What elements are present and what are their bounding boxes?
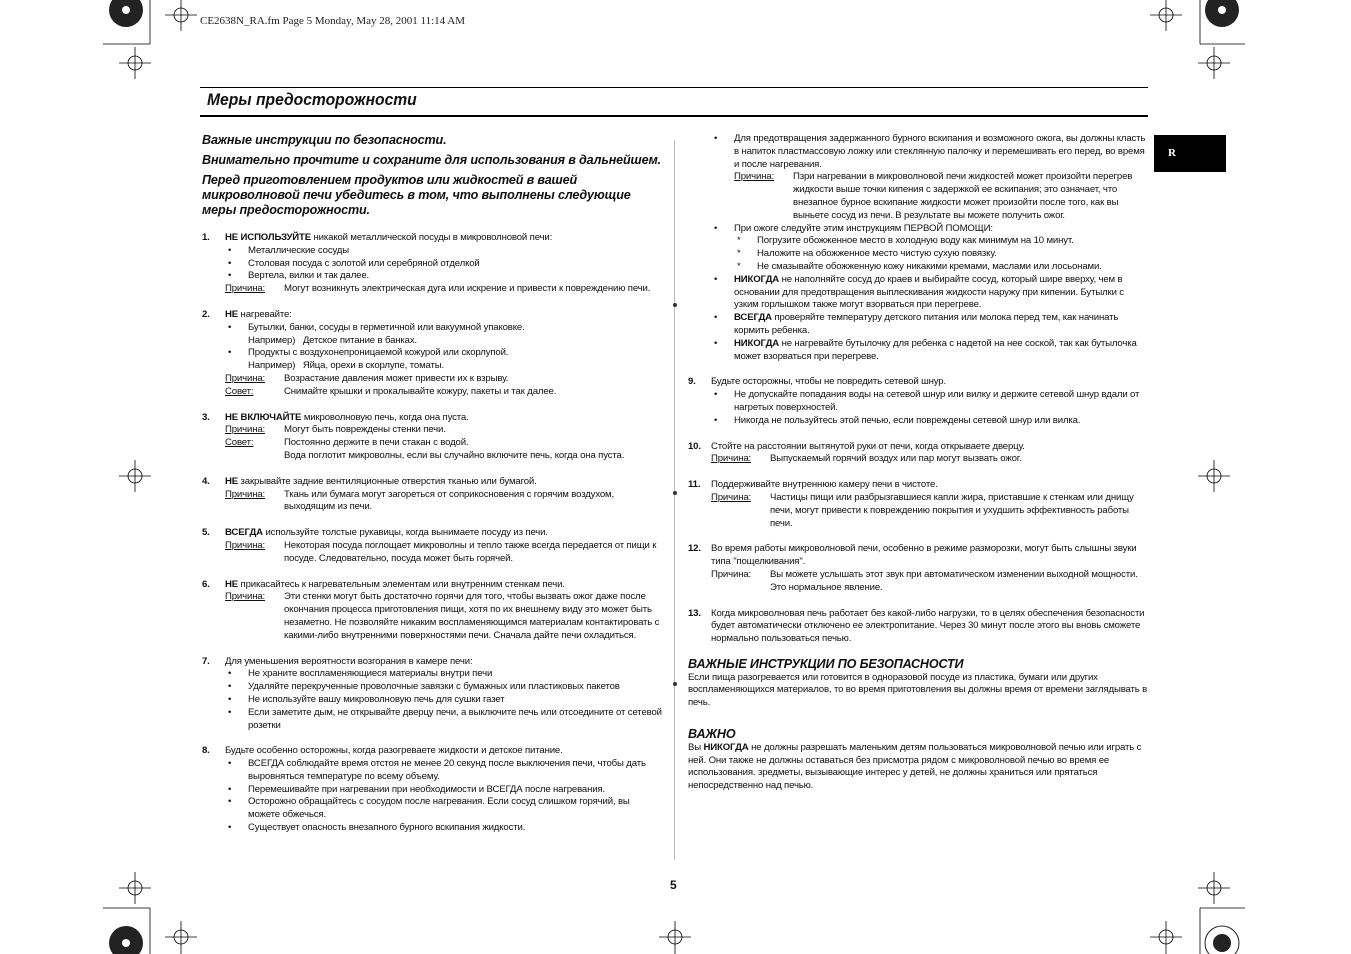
- item-text: Когда микроволновая печь работает без какой-либо нагрузки, то в целях обеспечения безопасности будет автоматически отключено ее электропитание. Через 30 минут после этого вы вновь сможете нормально пользоваться печью.: [711, 607, 1145, 645]
- item-text: Для уменьшения вероятности возгорания в камере печи:: [225, 655, 473, 667]
- bullet-emphasis: НИКОГДА: [734, 337, 780, 349]
- bullet-emphasis: НИКОГДА: [734, 273, 780, 285]
- bullet: • ВСЕГДА соблюдайте время отстоя не менее 20 секунд после выключения печи, чтобы дать выровняться температуре по всему объему.: [225, 758, 664, 784]
- bullet: • Если заметите дым, не открывайте дверцу печи, а выключите печь или отсоедините от сетевой розетки: [225, 707, 664, 733]
- bullet-emphasis: ВСЕГДА: [734, 312, 772, 324]
- reason-text: Частицы пищи или разбрызгавшиеся капли жира, приставшие к стенкам или днищу печи, могут привести к повреждению покрытия и ухудшить эффективность работы печи.: [770, 491, 1134, 529]
- important-section-title: ВАЖНО: [688, 727, 736, 742]
- bullet: • Вертела, вилки и так далее.: [225, 270, 664, 283]
- bullet: • Продукты с воздухонепроницаемой кожурой или скорлупой.: [225, 347, 664, 360]
- title-top-rule: [200, 87, 1148, 88]
- column-dot: [673, 491, 677, 495]
- item-number: 3.: [202, 411, 210, 423]
- item-8: [202, 745, 664, 835]
- item-6: [202, 579, 664, 643]
- safety-section-title: ВАЖНЫЕ ИНСТРУКЦИИ ПО БЕЗОПАСНОСТИ: [688, 656, 964, 671]
- item-text: Поддерживайте внутреннюю камеру печи в чистоте.: [711, 479, 938, 491]
- item-number: 7.: [202, 655, 210, 667]
- intro-line-3: Перед приготовлением продуктов или жидкостей в вашей микроволновой печи убедитесь в том, что выполнены следующие меры предосторожности.: [202, 173, 631, 217]
- first-aid-step: * Не смазывайте обожженную кожу никакими кремами, маслами или лосьонами.: [734, 261, 1150, 274]
- item-text: микроволновую печь, когда она пуста.: [301, 411, 469, 423]
- reason-label: Причина:: [225, 488, 266, 500]
- item-number: 10.: [688, 440, 701, 452]
- important-emphasis: НИКОГДА: [703, 741, 749, 753]
- item-8-continued: [688, 133, 1150, 363]
- item-text: Будьте осторожны, чтобы не повредить сетевой шнур.: [711, 376, 947, 388]
- bullet: • Удаляйте перекрученные проволочные завязки с бумажных или пластиковых пакетов: [225, 681, 664, 694]
- item-number: 4.: [202, 475, 210, 487]
- bullet: • Осторожно обращайтесь с сосудом после нагревания. Если сосуд слишком горячий, вы можете обжечься.: [225, 796, 664, 822]
- item-text: нагревайте:: [238, 308, 292, 320]
- reason-text: Выпускаемый горячий воздух или пар могут вызвать ожог.: [770, 453, 1022, 465]
- bullet: • Бутылки, банки, сосуды в герметичной или вакуумной упаковке.: [225, 322, 664, 335]
- item-number: 12.: [688, 543, 701, 555]
- bullet: • Не используйте вашу микроволновую печь для сушки газет: [225, 694, 664, 707]
- reason-label: Причина:: [225, 283, 266, 295]
- advice-text: Постоянно держите в печи стакан с водой.: [284, 437, 469, 449]
- reason-text: Эти стенки могут быть достаточно горячи для того, чтобы вызвать ожог даже после окончания процесса приготовления пищи, хотя по их внешнему виду это может быть незаметно. Не позволяйте никаким воспламеняющимся материалам контактировать с какими-либо внутренними поверхностями печи. Сначала дайте печи охладиться.: [284, 591, 660, 641]
- item-text: никакой металлической посуды в микроволновой печи:: [311, 232, 553, 243]
- bullet: • При ожоге следуйте этим инструкциям ПЕРВОЙ ПОМОЩИ:: [711, 223, 1150, 236]
- item-emphasis: НЕ: [225, 578, 239, 590]
- item-5: [202, 527, 664, 565]
- intro-line-2: Внимательно прочтите и сохраните для использования в дальнейшем.: [202, 153, 661, 167]
- item-10: [688, 441, 1150, 467]
- item-emphasis: НЕ: [225, 475, 239, 487]
- bullet-text: не наполняйте сосуд до краев и выбирайте сосуд, который шире вверху, чем в основании для предотвращения выплескивания жидкости наружу при кипении. Бутылки с узким горлышком также могут взорваться при перегреве.: [734, 273, 1124, 311]
- item-emphasis: НЕ: [225, 308, 239, 320]
- item-7: [202, 656, 664, 733]
- example-label: Например): [248, 360, 296, 372]
- item-9: [688, 376, 1150, 427]
- item-text: Стойте на расстоянии вытянутой руки от печи, когда открываете дверцу.: [711, 440, 1025, 452]
- example-label: Например): [248, 334, 296, 346]
- reason-label: Причина:: [225, 372, 266, 384]
- left-column: [202, 133, 664, 835]
- column-divider: [674, 140, 675, 860]
- reason-label: Причина:: [711, 568, 752, 580]
- reason-label: Причина:: [225, 424, 266, 436]
- example-text: Детское питание в банках.: [302, 334, 418, 346]
- item-text: Будьте особенно осторожны, когда разогреваете жидкости и детское питание.: [225, 745, 563, 757]
- item-emphasis: ВСЕГДА: [225, 527, 263, 539]
- reason-text: Возрастание давления может привести их к взрыву.: [284, 372, 509, 384]
- column-dot: [673, 682, 677, 686]
- item-3: [202, 412, 664, 463]
- title-bottom-rule: [200, 115, 1148, 117]
- safety-section-text: Если пища разогревается или готовится в одноразовой посуде из пластика, бумаги или других воспламеняющихся материалов, то во время приготовления вы должны время от времени заглядывать в печь.: [688, 671, 1148, 709]
- bullet: • Металлические сосуды: [225, 245, 664, 258]
- item-1: [202, 232, 664, 296]
- reason-label: Причина:: [225, 539, 266, 551]
- item-text: прикасайтесь к нагревательным элементам или внутренним стенкам печи.: [238, 578, 565, 590]
- item-number: 5.: [202, 527, 210, 539]
- first-aid-step: * Наложите на обожженное место чистую сухую повязку.: [734, 248, 1150, 261]
- reason-text: Ткань или бумага могут загореться от соприкосновения с горячим воздухом, выходящим из печи.: [284, 488, 615, 513]
- item-number: 9.: [688, 376, 696, 388]
- important-section-text: [688, 742, 1150, 793]
- bullet-text: не нагревайте бутылочку для ребенка с надетой на нее соской, так как бутылочка может взорваться при перегреве.: [734, 337, 1137, 362]
- item-13: [688, 608, 1150, 646]
- bullet: • Перемешивайте при нагревании при необходимости и ВСЕГДА после нагревания.: [225, 784, 664, 797]
- item-2: [202, 309, 664, 399]
- item-number: 2.: [202, 308, 210, 320]
- item-emphasis: НЕ ВКЛЮЧАЙТЕ: [225, 411, 302, 423]
- reason-text: Пзри нагревании в микроволновой печи жидкостей может произойти перегрев жидкости выше точки кипения с задержкой ее вскипания; это означает, что внезапное бурное вскипание жидкости может произойти после того, как вы выньете сосуд из печи. В результате вы можете получить ожог.: [793, 171, 1133, 221]
- example-text: Яйца, орехи в скорлупе, томаты.: [302, 360, 444, 372]
- bullet: [711, 274, 1150, 312]
- item-emphasis: НЕ ИСПОЛЬЗУЙТЕ: [225, 232, 311, 243]
- bullet: • Никогда не пользуйтесь этой печью, если повреждены сетевой шнур или вилка.: [711, 415, 1150, 428]
- advice-text: Снимайте крышки и прокалывайте кожуру, пакеты и так далее.: [284, 385, 557, 397]
- right-column: [688, 133, 1150, 793]
- bullet: • Для предотвращения задержанного бурного вскипания и возможного ожога, вы должны класть в напиток пластмассовую ложку или стеклянную палочку и перемешивать его перед, во время и после нагревания.: [711, 133, 1150, 171]
- reason-text: Могут возникнуть электрическая дуга или искрение и привести к повреждению печи.: [284, 283, 651, 295]
- reason-text: Вы можете услышать этот звук при автоматическом изменении выходной мощности. Это нормальное явление.: [770, 568, 1138, 593]
- item-number: 13.: [688, 607, 701, 619]
- advice-label: Совет:: [225, 385, 254, 397]
- bullet: • Не храните воспламеняющиеся материалы внутри печи: [225, 668, 664, 681]
- bullet: • Существует опасность внезапного бурного вскипания жидкости.: [225, 822, 664, 835]
- item-11: [688, 479, 1150, 530]
- column-dot: [673, 303, 677, 307]
- item-number: 1.: [202, 232, 210, 243]
- bullet: [711, 312, 1150, 338]
- reason-text: Могут быть повреждены стенки печи.: [284, 424, 446, 436]
- first-aid-step: * Погрузите обожженное место в холодную воду как минимум на 10 минут.: [734, 235, 1150, 248]
- item-4: [202, 476, 664, 514]
- file-header: CE2638N_RA.fm Page 5 Monday, May 28, 2001 11:14 AM: [200, 15, 466, 27]
- important-body: не должны разрешать маленьким детям пользоваться микроволновой печью или играть с ней. Они также не должны оставаться без присмотра рядом с микроволновой печью во время ее использования. зредметы, вызывающие интерес у детей, не должны храниться или прятаться непосредственно над печью.: [688, 741, 1142, 792]
- bullet: • Столовая посуда с золотой или серебряной отделкой: [225, 258, 664, 271]
- important-prefix: Вы: [688, 741, 704, 753]
- item-text: Во время работы микроволновой печи, особенно в режиме разморозки, могут быть слышны звуки типа "пощелкивания".: [711, 543, 1137, 568]
- reason-label: Причина:: [711, 453, 752, 465]
- language-tab: R: [1154, 135, 1226, 172]
- bullet: [711, 338, 1150, 364]
- intro-line-1: Важные инструкции по безопасности.: [202, 133, 447, 147]
- item-number: 11.: [688, 479, 701, 491]
- item-12: [688, 543, 1150, 594]
- advice-label: Совет:: [225, 437, 254, 449]
- page-title: Меры предосторожности: [207, 90, 417, 109]
- reason-label: Причина:: [734, 171, 775, 183]
- reason-text: Некоторая посуда поглощает микроволны и тепло также всегда передается от пищи к посуде. Следовательно, посуда может быть горячей.: [284, 539, 657, 564]
- page-number: 5: [670, 878, 677, 892]
- bullet: • Не допускайте попадания воды на сетевой шнур или вилку и держите сетевой шнур вдали от нагретых поверхностей.: [711, 389, 1150, 415]
- reason-label: Причина:: [225, 591, 266, 603]
- reason-label: Причина:: [711, 491, 752, 503]
- item-text: закрывайте задние вентиляционные отверстия тканью или бумагой.: [238, 475, 537, 487]
- bullet-text: проверяйте температуру детского питания или молока перед тем, как начинать кормить ребенка.: [734, 312, 1119, 336]
- item-number: 8.: [202, 745, 210, 757]
- item-number: 6.: [202, 578, 210, 590]
- advice-text-2: Вода поглотит микроволны, если вы случайно включите печь, когда она пуста.: [284, 449, 625, 461]
- item-text: используйте толстые рукавицы, когда вынимаете посуду из печи.: [262, 527, 548, 539]
